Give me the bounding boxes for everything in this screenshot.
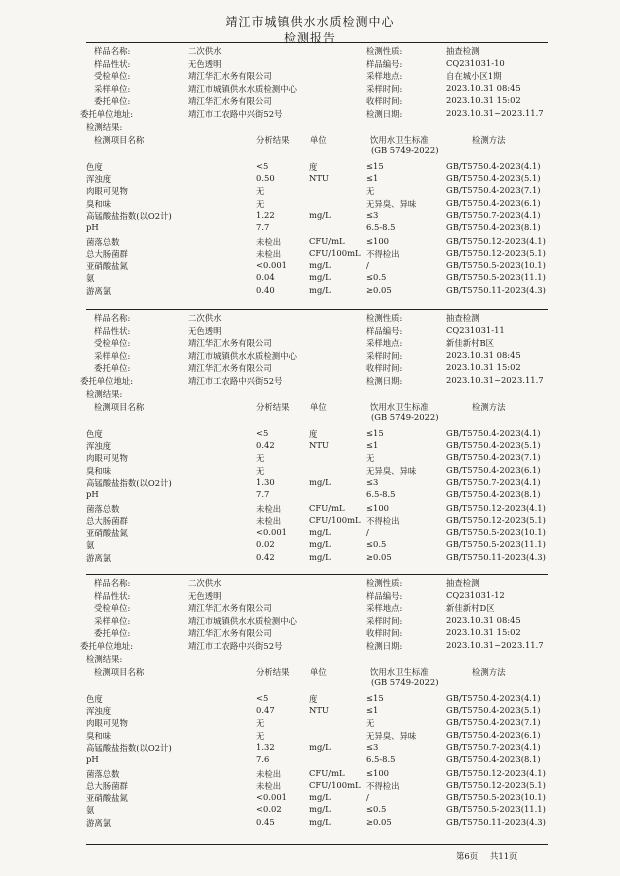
test-unit: NTU [309, 704, 329, 715]
test-method: GB/T5750.4-2023(5.1) [446, 439, 541, 450]
meta-value: 抽查检测 [446, 46, 480, 56]
meta-label: 收样时间: [366, 363, 403, 374]
test-standard: 6.5-8.5 [366, 754, 396, 765]
meta-value: CQ231031-11 [446, 324, 505, 335]
meta-value: 靖江市城镇供水水质检测中心 [188, 350, 297, 361]
test-standard: ≤3 [366, 476, 379, 487]
test-result: <0.001 [256, 792, 287, 803]
test-standard: ≤0.5 [366, 804, 387, 815]
meta-value: 2023.10.31 08:45 [446, 614, 521, 625]
test-result: 未检出 [256, 503, 282, 514]
test-unit: mg/L [309, 804, 331, 815]
col-header-standard-sub: (GB 5749-2022) [371, 144, 439, 155]
test-result: 1.32 [256, 741, 275, 752]
test-item-name: pH [86, 489, 99, 500]
test-unit: CFU/100mL [309, 247, 361, 258]
test-item-name: 肉眼可见物 [86, 718, 128, 729]
meta-label: 受检单位: [94, 71, 131, 82]
test-method: GB/T5750.4-2023(5.1) [446, 704, 541, 715]
meta-value: 二次供水 [188, 46, 222, 56]
test-result: <5 [256, 692, 269, 703]
test-method: GB/T5750.5-2023(10.1) [446, 527, 546, 538]
meta-label: 样品编号: [366, 325, 403, 336]
test-result: 1.22 [256, 209, 275, 220]
test-standard: / [366, 527, 369, 538]
meta-label: 检测日期: [366, 376, 403, 386]
test-result: 7.7 [256, 489, 270, 500]
test-unit: CFU/100mL [309, 779, 361, 790]
test-method: GB/T5750.4-2023(7.1) [446, 452, 541, 463]
col-header-result: 分析结果 [256, 134, 290, 145]
test-result: 无 [256, 198, 265, 209]
test-result: 0.40 [256, 284, 275, 295]
meta-label: 采样时间: [366, 350, 403, 361]
test-item-name: 氨 [86, 273, 95, 284]
meta-value: 靖江市城镇供水水质检测中心 [188, 83, 297, 94]
meta-value: 抽查检测 [446, 578, 480, 588]
meta-label: 样品性状: [94, 590, 131, 601]
col-header-method: 检测方法 [472, 666, 506, 677]
test-standard: 无 [366, 718, 375, 729]
test-item-name: 色度 [86, 693, 103, 704]
test-standard: ≤100 [366, 767, 390, 778]
test-method: GB/T5750.4-2023(6.1) [446, 464, 541, 475]
test-item-name: 浑浊度 [86, 173, 112, 184]
test-standard: 不得检出 [366, 515, 400, 526]
meta-label: 采样单位: [94, 350, 131, 361]
col-header-item: 检测项目名称 [94, 666, 145, 677]
test-result: 无 [256, 453, 265, 464]
meta-value: 靖江华汇水务有限公司 [188, 628, 272, 639]
meta-label: 样品编号: [366, 58, 403, 69]
test-item-name: 肉眼可见物 [86, 186, 128, 197]
meta-value: 2023.10.31 08:45 [446, 82, 521, 93]
test-result: 未检出 [256, 248, 282, 259]
col-header-standard: 饮用水卫生标准 [370, 401, 429, 412]
test-method: GB/T5750.11-2023(4.3) [446, 551, 546, 562]
test-item-name: 亚硝酸盐氮 [86, 528, 128, 539]
test-item-name: 色度 [86, 428, 103, 439]
test-result: <0.02 [256, 804, 282, 815]
meta-label: 检测日期: [366, 109, 403, 119]
meta-value: 靖江华汇水务有限公司 [188, 338, 272, 349]
meta-label: 委托单位: [94, 363, 131, 374]
meta-label: 检测日期: [366, 641, 403, 651]
test-item-name: 游离氯 [86, 285, 112, 296]
test-result: 未检出 [256, 236, 282, 247]
test-standard: 无 [366, 186, 375, 197]
test-method: GB/T5750.4-2023(5.1) [446, 172, 541, 183]
meta-label: 样品名称: [94, 313, 131, 323]
test-unit: 度 [309, 428, 318, 439]
test-standard: ≤15 [366, 160, 384, 171]
test-result: 0.04 [256, 272, 275, 283]
test-item-name: 游离氯 [86, 817, 112, 828]
test-method: GB/T5750.4-2023(6.1) [446, 729, 541, 740]
meta-label: 样品名称: [94, 46, 131, 56]
test-standard: ≤0.5 [366, 539, 387, 550]
test-method: GB/T5750.12-2023(4.1) [446, 502, 546, 513]
page-number: 第6页 [456, 851, 479, 861]
test-unit: mg/L [309, 209, 331, 220]
test-standard: ≥0.05 [366, 284, 392, 295]
col-header-item: 检测项目名称 [94, 401, 145, 412]
test-result: 0.02 [256, 539, 275, 550]
test-item-name: 臭和味 [86, 198, 112, 209]
meta-value: 自在城小区1期 [446, 71, 502, 82]
test-result: 0.42 [256, 439, 275, 450]
test-unit: 度 [309, 161, 318, 172]
meta-value: 无色透明 [188, 590, 222, 601]
meta-value: 2023.10.31~2023.11.7 [446, 375, 544, 385]
test-standard: ≤3 [366, 741, 379, 752]
test-item-name: 氨 [86, 540, 95, 551]
test-item-name: 亚硝酸盐氮 [86, 261, 128, 272]
test-method: GB/T5750.11-2023(4.3) [446, 816, 546, 827]
test-method: GB/T5750.5-2023(10.1) [446, 792, 546, 803]
test-item-name: 臭和味 [86, 730, 112, 741]
test-result: 无 [256, 730, 265, 741]
test-method: GB/T5750.7-2023(4.1) [446, 741, 541, 752]
meta-value: 2023.10.31 15:02 [446, 362, 521, 373]
meta-value: 靖江华汇水务有限公司 [188, 603, 272, 614]
test-method: GB/T5750.4-2023(8.1) [446, 754, 541, 765]
col-header-standard: 饮用水卫生标准 [370, 134, 429, 145]
results-heading: 检测结果: [86, 121, 123, 132]
test-standard: ≤3 [366, 209, 379, 220]
test-method: GB/T5750.12-2023(5.1) [446, 247, 546, 258]
test-standard: ≤0.5 [366, 272, 387, 283]
meta-value: 靖江华汇水务有限公司 [188, 363, 272, 374]
test-method: GB/T5750.4-2023(8.1) [446, 489, 541, 500]
meta-label: 委托单位地址: [80, 641, 134, 651]
test-item-name: 游离氯 [86, 552, 112, 563]
meta-value: 2023.10.31 08:45 [446, 349, 521, 360]
test-result: <5 [256, 160, 269, 171]
test-unit: CFU/mL [309, 235, 345, 246]
test-item-name: 亚硝酸盐氮 [86, 793, 128, 804]
meta-label: 委托单位: [94, 96, 131, 107]
test-result: 0.45 [256, 816, 275, 827]
meta-value: CQ231031-10 [446, 57, 505, 68]
section-top-rule [86, 574, 548, 575]
meta-label: 检测性质: [366, 46, 403, 56]
meta-value: 靖江华汇水务有限公司 [188, 71, 272, 82]
col-header-standard-sub: (GB 5749-2022) [371, 676, 439, 687]
test-unit: CFU/100mL [309, 514, 361, 525]
test-method: GB/T5750.4-2023(4.1) [446, 160, 541, 171]
test-unit: CFU/mL [309, 767, 345, 778]
test-standard: 不得检出 [366, 248, 400, 259]
meta-label: 样品编号: [366, 590, 403, 601]
test-unit: mg/L [309, 284, 331, 295]
meta-label: 收样时间: [366, 628, 403, 639]
test-unit: 度 [309, 693, 318, 704]
test-method: GB/T5750.4-2023(7.1) [446, 185, 541, 196]
test-standard: ≥0.05 [366, 816, 392, 827]
test-result: 0.42 [256, 551, 275, 562]
test-standard: 不得检出 [366, 780, 400, 791]
meta-label: 委托单位地址: [80, 376, 134, 386]
test-standard: 无异臭、异味 [366, 465, 417, 476]
section-top-rule [86, 42, 548, 43]
test-result: <0.001 [256, 527, 287, 538]
test-method: GB/T5750.7-2023(4.1) [446, 476, 541, 487]
test-item-name: 肉眼可见物 [86, 453, 128, 464]
test-result: 0.50 [256, 172, 275, 183]
test-unit: mg/L [309, 272, 331, 283]
col-header-unit: 单位 [310, 401, 327, 412]
test-item-name: pH [86, 754, 99, 765]
meta-label: 受检单位: [94, 603, 131, 614]
test-standard: ≤100 [366, 502, 390, 513]
meta-label: 样品性状: [94, 58, 131, 69]
col-header-unit: 单位 [310, 134, 327, 145]
meta-value: 靖江市工农路中兴街52号 [188, 109, 283, 119]
test-item-name: 菌落总数 [86, 503, 120, 514]
test-item-name: 总大肠菌群 [86, 780, 128, 791]
test-standard: 无异臭、异味 [366, 730, 417, 741]
test-unit: mg/L [309, 816, 331, 827]
test-unit: mg/L [309, 527, 331, 538]
test-item-name: 高锰酸盐指数(以O2计) [86, 742, 172, 753]
test-result: 无 [256, 186, 265, 197]
test-unit: mg/L [309, 476, 331, 487]
meta-label: 采样单位: [94, 615, 131, 626]
test-item-name: 菌落总数 [86, 768, 120, 779]
test-standard: 无 [366, 453, 375, 464]
test-method: GB/T5750.12-2023(5.1) [446, 514, 546, 525]
report-subtitle: 检测报告 [283, 31, 336, 45]
meta-value: 靖江华汇水务有限公司 [188, 96, 272, 107]
test-standard: / [366, 260, 369, 271]
test-standard: ≤1 [366, 172, 379, 183]
section-top-rule [86, 309, 548, 310]
test-result: <5 [256, 427, 269, 438]
meta-value: 新佳新村B区 [446, 338, 495, 349]
meta-value: 2023.10.31 15:02 [446, 627, 521, 638]
test-result: 0.47 [256, 704, 275, 715]
test-standard: 无异臭、异味 [366, 198, 417, 209]
test-unit: mg/L [309, 260, 331, 271]
test-standard: / [366, 792, 369, 803]
test-unit: mg/L [309, 539, 331, 550]
test-item-name: 菌落总数 [86, 236, 120, 247]
meta-label: 检测性质: [366, 313, 403, 323]
test-method: GB/T5750.7-2023(4.1) [446, 209, 541, 220]
meta-value: 新佳新村D区 [446, 603, 495, 614]
test-result: 1.30 [256, 476, 275, 487]
meta-label: 采样地点: [366, 71, 403, 82]
test-unit: CFU/mL [309, 502, 345, 513]
test-result: 未检出 [256, 515, 282, 526]
bottom-rule [86, 844, 548, 845]
report-org-title: 靖江市城镇供水水质检测中心 [225, 15, 395, 29]
meta-label: 采样时间: [366, 615, 403, 626]
test-method: GB/T5750.12-2023(4.1) [446, 235, 546, 246]
col-header-result: 分析结果 [256, 401, 290, 412]
meta-value: 二次供水 [188, 578, 222, 588]
test-standard: ≤100 [366, 235, 390, 246]
meta-value: 无色透明 [188, 58, 222, 69]
test-unit: mg/L [309, 551, 331, 562]
test-result: 未检出 [256, 768, 282, 779]
test-standard: ≥0.05 [366, 551, 392, 562]
test-unit: NTU [309, 439, 329, 450]
test-item-name: 浑浊度 [86, 705, 112, 716]
meta-value: 2023.10.31~2023.11.7 [446, 640, 544, 650]
results-heading: 检测结果: [86, 653, 123, 664]
test-item-name: 浑浊度 [86, 440, 112, 451]
page-total: 共11页 [490, 851, 518, 861]
meta-label: 采样地点: [366, 338, 403, 349]
col-header-unit: 单位 [310, 666, 327, 677]
meta-value: 二次供水 [188, 313, 222, 323]
test-standard: ≤15 [366, 692, 384, 703]
test-standard: 6.5-8.5 [366, 222, 396, 233]
test-item-name: 臭和味 [86, 465, 112, 476]
test-method: GB/T5750.4-2023(8.1) [446, 222, 541, 233]
test-item-name: pH [86, 222, 99, 233]
test-item-name: 总大肠菌群 [86, 248, 128, 259]
col-header-item: 检测项目名称 [94, 134, 145, 145]
test-result: 7.7 [256, 222, 270, 233]
test-item-name: 色度 [86, 161, 103, 172]
test-result: 未检出 [256, 780, 282, 791]
meta-label: 委托单位地址: [80, 109, 134, 119]
col-header-result: 分析结果 [256, 666, 290, 677]
test-standard: 6.5-8.5 [366, 489, 396, 500]
test-result: <0.001 [256, 260, 287, 271]
col-header-method: 检测方法 [472, 134, 506, 145]
meta-label: 收样时间: [366, 96, 403, 107]
test-item-name: 氨 [86, 805, 95, 816]
meta-value: 无色透明 [188, 325, 222, 336]
test-method: GB/T5750.5-2023(11.1) [446, 272, 546, 283]
meta-label: 委托单位: [94, 628, 131, 639]
col-header-method: 检测方法 [472, 401, 506, 412]
test-method: GB/T5750.4-2023(7.1) [446, 717, 541, 728]
test-result: 无 [256, 465, 265, 476]
results-heading: 检测结果: [86, 388, 123, 399]
test-unit: mg/L [309, 792, 331, 803]
meta-value: CQ231031-12 [446, 589, 505, 600]
test-method: GB/T5750.4-2023(4.1) [446, 427, 541, 438]
test-result: 无 [256, 718, 265, 729]
test-method: GB/T5750.11-2023(4.3) [446, 284, 546, 295]
meta-label: 采样时间: [366, 83, 403, 94]
meta-value: 2023.10.31~2023.11.7 [446, 108, 544, 118]
test-item-name: 总大肠菌群 [86, 515, 128, 526]
test-standard: ≤1 [366, 704, 379, 715]
col-header-standard-sub: (GB 5749-2022) [371, 411, 439, 422]
meta-label: 采样地点: [366, 603, 403, 614]
meta-label: 样品名称: [94, 578, 131, 588]
test-method: GB/T5750.5-2023(11.1) [446, 539, 546, 550]
test-unit: mg/L [309, 741, 331, 752]
meta-value: 抽查检测 [446, 313, 480, 323]
test-method: GB/T5750.5-2023(11.1) [446, 804, 546, 815]
test-result: 7.6 [256, 754, 270, 765]
meta-value: 靖江市工农路中兴街52号 [188, 641, 283, 651]
test-unit: NTU [309, 172, 329, 183]
meta-label: 受检单位: [94, 338, 131, 349]
meta-value: 2023.10.31 15:02 [446, 95, 521, 106]
test-method: GB/T5750.4-2023(4.1) [446, 692, 541, 703]
col-header-standard: 饮用水卫生标准 [370, 666, 429, 677]
test-method: GB/T5750.4-2023(6.1) [446, 197, 541, 208]
test-item-name: 高锰酸盐指数(以O2计) [86, 210, 172, 221]
meta-label: 采样单位: [94, 83, 131, 94]
test-method: GB/T5750.12-2023(5.1) [446, 779, 546, 790]
meta-label: 检测性质: [366, 578, 403, 588]
test-method: GB/T5750.12-2023(4.1) [446, 767, 546, 778]
meta-value: 靖江市城镇供水水质检测中心 [188, 615, 297, 626]
test-standard: ≤15 [366, 427, 384, 438]
meta-label: 样品性状: [94, 325, 131, 336]
meta-value: 靖江市工农路中兴街52号 [188, 376, 283, 386]
test-standard: ≤1 [366, 439, 379, 450]
test-method: GB/T5750.5-2023(10.1) [446, 260, 546, 271]
test-item-name: 高锰酸盐指数(以O2计) [86, 477, 172, 488]
